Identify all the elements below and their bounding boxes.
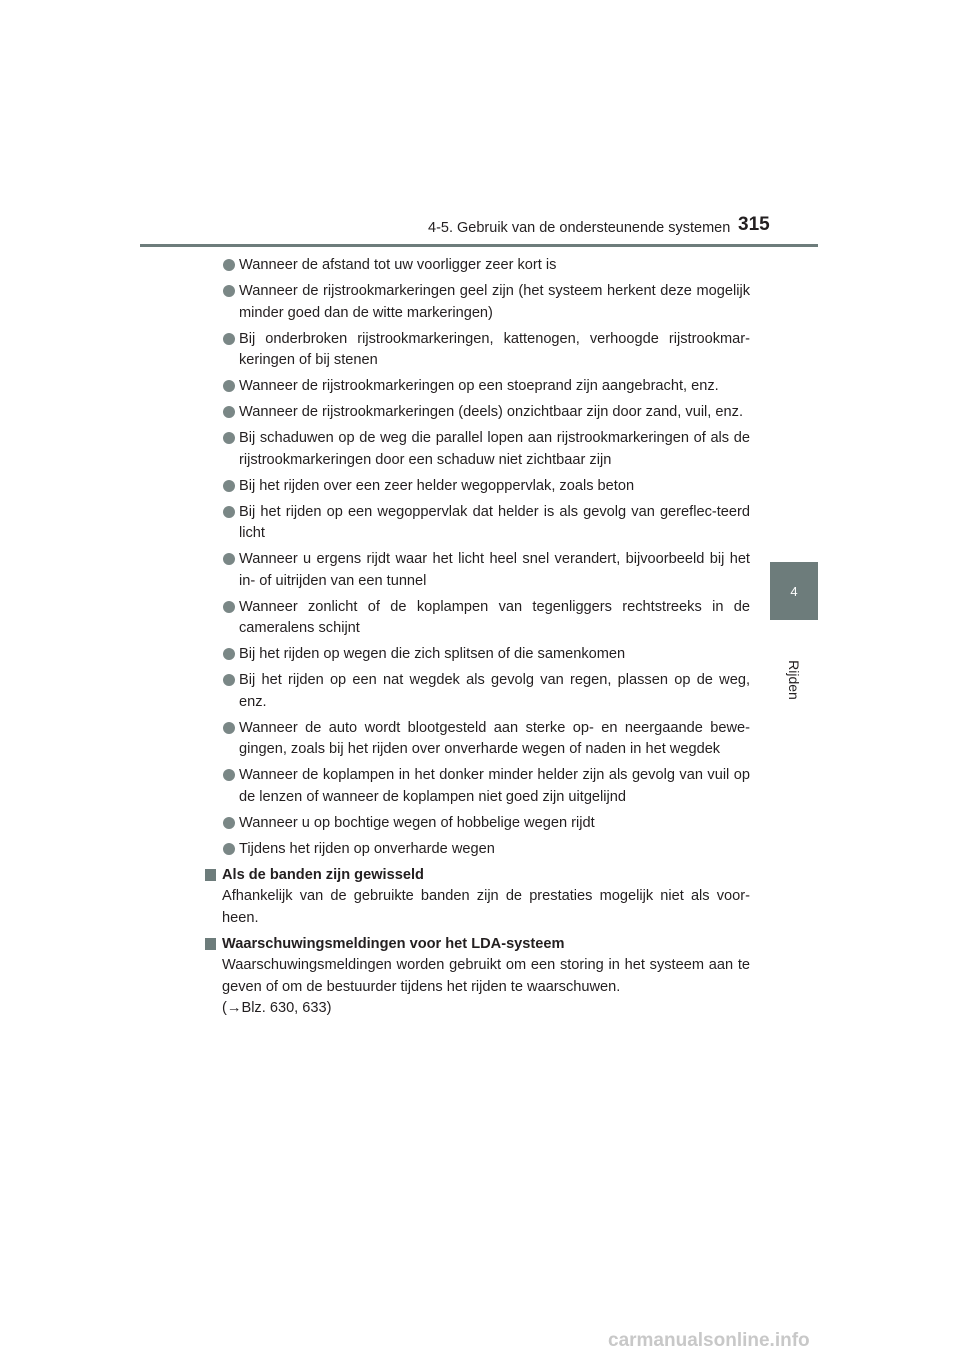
- list-item-text: Bij onderbroken rijstrookmarkeringen, kattenogen, verhoogde rijstrookmar-keringen of bij stenen: [239, 330, 750, 368]
- page-content: [222, 255, 750, 1024]
- round-bullet-icon: [223, 380, 235, 392]
- chapter-label: Rijden: [785, 660, 802, 700]
- list-item-text: Bij het rijden over een zeer helder wegoppervlak, zoals beton: [239, 477, 635, 494]
- list-item-text: Wanneer de rijstrookmarkeringen (deels) onzichtbaar zijn door zand, vuil, enz.: [239, 404, 743, 420]
- list-item: [222, 476, 750, 498]
- list-item: [222, 644, 750, 666]
- warning-messages-section: [205, 934, 750, 1020]
- list-item: [222, 255, 750, 277]
- list-item-text: Bij schaduwen op de weg die parallel lopen aan rijstrookmarkeringen of als de rijstrookmarkeringen door een schaduw niet zichtbaar zijn: [239, 430, 750, 468]
- list-item: [222, 597, 750, 640]
- round-bullet-icon: [223, 722, 235, 734]
- list-item: [222, 502, 750, 545]
- chapter-tab: [770, 562, 818, 620]
- section-heading-text: Waarschuwingsmeldingen voor het LDA-systeem: [222, 935, 565, 952]
- section-body: Afhankelijk van de gebruikte banden zijn de prestaties mogelijk niet als voor-heen.: [222, 888, 750, 926]
- section-heading: [205, 934, 750, 956]
- chapter-number: 4: [790, 583, 798, 599]
- list-item-text: Wanneer de afstand tot uw voorligger zeer kort is: [239, 257, 557, 273]
- round-bullet-icon: [223, 506, 235, 518]
- list-item: [222, 839, 750, 861]
- round-bullet-icon: [223, 333, 235, 345]
- list-item-text: Bij het rijden op wegen die zich splitsen of die samenkomen: [239, 646, 626, 662]
- list-item: [222, 813, 750, 835]
- square-bullet-icon: [205, 869, 216, 881]
- page-reference: (→Blz. 630, 633): [222, 1000, 332, 1016]
- list-item-text: Wanneer u op bochtige wegen of hobbelige wegen rijdt: [239, 814, 595, 831]
- page-header: [140, 214, 818, 248]
- list-item: [222, 670, 750, 713]
- round-bullet-icon: [223, 553, 235, 565]
- round-bullet-icon: [223, 432, 235, 444]
- round-bullet-icon: [223, 480, 235, 492]
- list-item-text: Wanneer de rijstrookmarkeringen geel zijn (het systeem herkent deze mogelijk minder goed dan de witte markeringen): [239, 283, 750, 321]
- list-item-text: Wanneer de auto wordt blootgesteld aan sterke op- en neergaande bewe-gingen, zoals bij het rijden over onverharde wegen of naden in het wegdek: [239, 719, 750, 757]
- round-bullet-icon: [223, 285, 235, 297]
- list-item: [222, 376, 750, 398]
- round-bullet-icon: [223, 843, 235, 855]
- section-heading-text: Als de banden zijn gewisseld: [222, 866, 424, 883]
- list-item-text: Bij het rijden op een nat wegdek als gevolg van regen, plassen op de weg, enz.: [239, 672, 750, 710]
- list-item-text: Wanneer de rijstrookmarkeringen op een stoeprand zijn aangebracht, enz.: [239, 378, 719, 394]
- round-bullet-icon: [223, 259, 235, 271]
- page-number: 315: [738, 214, 770, 235]
- list-item: [222, 428, 750, 471]
- list-item-text: Wanneer zonlicht of de koplampen van tegenliggers rechtstreeks in de cameralens schijnt: [239, 598, 750, 636]
- square-bullet-icon: [205, 938, 216, 950]
- tires-changed-section: [205, 865, 750, 930]
- round-bullet-icon: [223, 769, 235, 781]
- round-bullet-icon: [223, 406, 235, 418]
- header-divider: [140, 244, 818, 247]
- list-item: [222, 549, 750, 592]
- list-item: [222, 329, 750, 372]
- list-item: [222, 281, 750, 324]
- list-item: [222, 718, 750, 761]
- list-item: [222, 765, 750, 808]
- list-item-text: Tijdens het rijden op onverharde wegen: [239, 840, 495, 857]
- list-item-text: Wanneer u ergens rijdt waar het licht heel snel verandert, bijvoorbeeld bij het in- of uitrijden van een tunnel: [239, 551, 750, 589]
- section-heading: [205, 865, 750, 887]
- section-title: 4-5. Gebruik van de ondersteunende systemen: [428, 220, 731, 236]
- list-item-text: Bij het rijden op een wegoppervlak dat helder is als gevolg van gereflec-teerd licht: [239, 503, 750, 541]
- round-bullet-icon: [223, 648, 235, 660]
- round-bullet-icon: [223, 674, 235, 686]
- list-item: [222, 402, 750, 424]
- chapter-label-container: [772, 650, 816, 710]
- round-bullet-icon: [223, 601, 235, 613]
- section-body: Waarschuwingsmeldingen worden gebruikt om een storing in het systeem aan te geven of om de bestuurder tijdens het rijden te waarschuwen.: [222, 957, 750, 995]
- list-item-text: Wanneer de koplampen in het donker minder helder zijn als gevolg van vuil op de lenzen of wanneer de koplampen niet goed zijn uitgelijnd: [239, 767, 750, 805]
- watermark: carmanualsonline.info: [608, 1330, 810, 1351]
- round-bullet-icon: [223, 817, 235, 829]
